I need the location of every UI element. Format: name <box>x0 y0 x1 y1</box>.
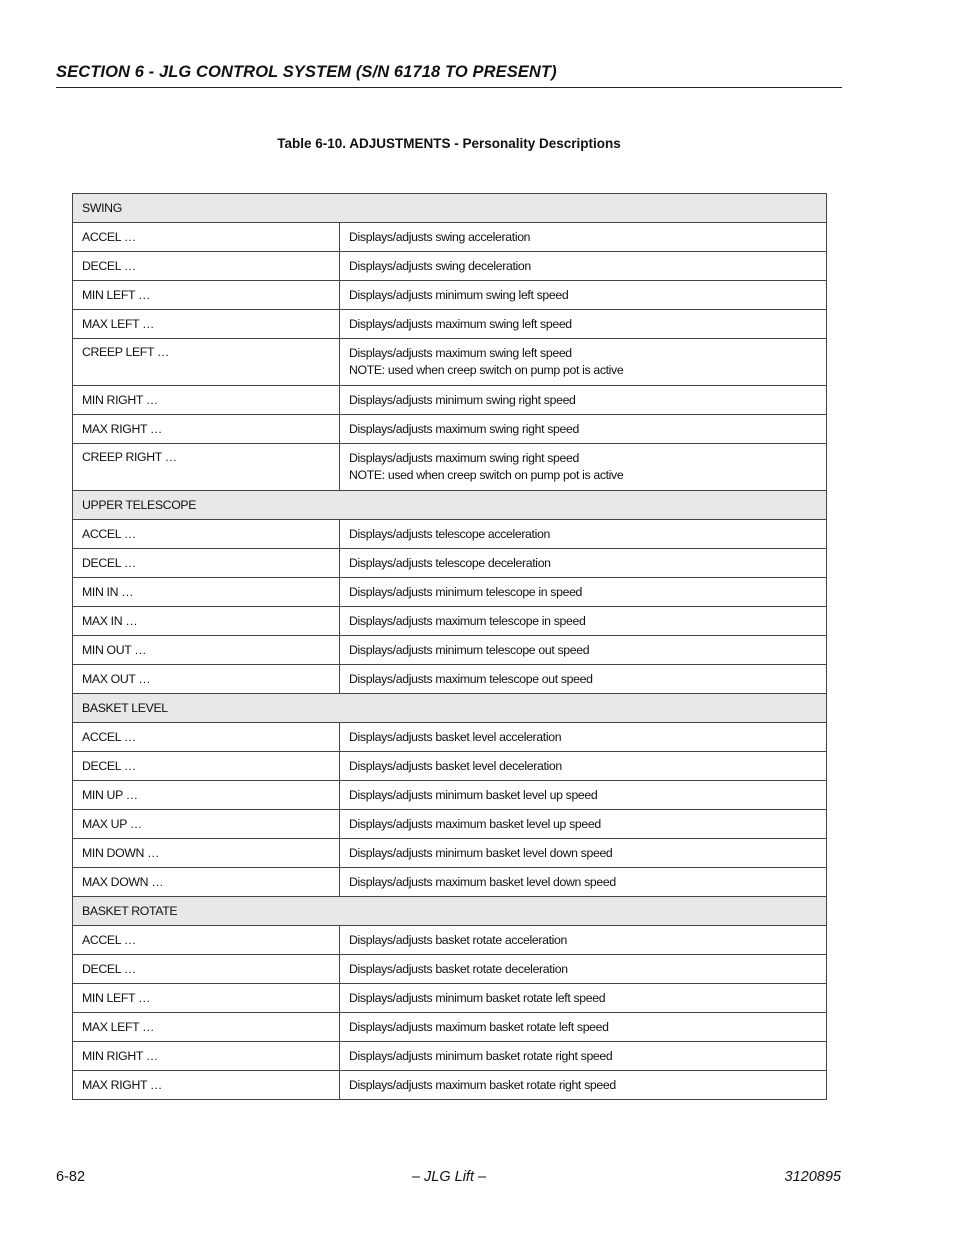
table-row <box>73 984 827 1013</box>
group-header-row <box>73 694 827 723</box>
parameter-description: Displays/adjusts minimum telescope out speed <box>349 642 590 657</box>
parameter-name: ACCEL … <box>73 926 340 955</box>
parameter-name: MIN RIGHT … <box>73 1042 340 1071</box>
table-row <box>73 636 827 665</box>
parameter-description-cell <box>340 1042 827 1071</box>
parameter-name: DECEL … <box>73 252 340 281</box>
parameter-description: Displays/adjusts basket level deceleration <box>349 758 562 773</box>
group-header: BASKET ROTATE <box>73 897 827 926</box>
parameter-description: Displays/adjusts maximum swing right speed <box>349 451 579 465</box>
parameter-name: CREEP LEFT … <box>73 339 340 386</box>
table-row <box>73 578 827 607</box>
parameter-description: Displays/adjusts maximum basket level down speed <box>349 874 616 889</box>
parameter-description-cell <box>340 607 827 636</box>
table-row <box>73 252 827 281</box>
table-row <box>73 386 827 415</box>
parameter-name: MAX DOWN … <box>73 868 340 897</box>
parameter-description: Displays/adjusts maximum basket rotate right speed <box>349 1077 616 1092</box>
parameter-description: Displays/adjusts maximum telescope out speed <box>349 671 593 686</box>
parameter-name: MIN UP … <box>73 781 340 810</box>
parameter-name: MIN RIGHT … <box>73 386 340 415</box>
table-row <box>73 955 827 984</box>
table-row <box>73 415 827 444</box>
parameter-description: Displays/adjusts minimum basket rotate left speed <box>349 990 606 1005</box>
parameter-name: MAX RIGHT … <box>73 1071 340 1100</box>
table-title: Table 6-10. ADJUSTMENTS - Personality Descriptions <box>277 136 621 151</box>
document-number: 3120895 <box>784 1169 841 1185</box>
table-row <box>73 444 827 491</box>
parameter-description-cell <box>340 810 827 839</box>
parameter-description: Displays/adjusts telescope acceleration <box>349 526 550 541</box>
table-row <box>73 549 827 578</box>
page-number: 6-82 <box>56 1169 86 1185</box>
parameter-name: MAX LEFT … <box>73 1013 340 1042</box>
group-header: BASKET LEVEL <box>73 694 827 723</box>
parameter-description-cell <box>340 223 827 252</box>
parameter-description: Displays/adjusts basket rotate acceleration <box>349 932 568 947</box>
table-row <box>73 1042 827 1071</box>
parameter-description-cell <box>340 520 827 549</box>
table-row <box>73 868 827 897</box>
group-header: UPPER TELESCOPE <box>73 491 827 520</box>
parameter-name: MIN LEFT … <box>73 281 340 310</box>
parameter-description-cell <box>340 252 827 281</box>
parameter-note: NOTE: used when creep switch on pump pot is active <box>349 363 624 377</box>
table-row <box>73 281 827 310</box>
table-row <box>73 839 827 868</box>
table-row <box>73 310 827 339</box>
parameter-description-cell <box>340 839 827 868</box>
parameter-name: DECEL … <box>73 752 340 781</box>
parameter-description-cell <box>340 868 827 897</box>
table-row <box>73 723 827 752</box>
parameter-description-cell <box>340 665 827 694</box>
parameter-description: Displays/adjusts swing deceleration <box>349 258 531 273</box>
parameter-name: MAX IN … <box>73 607 340 636</box>
parameter-description: Displays/adjusts maximum swing left speed <box>349 346 572 360</box>
parameter-description-cell <box>340 636 827 665</box>
table-row <box>73 520 827 549</box>
footer-brand: – JLG Lift – <box>411 1169 487 1185</box>
parameter-description-cell <box>340 415 827 444</box>
group-header-row <box>73 897 827 926</box>
parameter-description: Displays/adjusts maximum swing right speed <box>349 421 579 436</box>
table-row <box>73 752 827 781</box>
parameter-description: Displays/adjusts minimum swing left speed <box>349 287 569 302</box>
table-row <box>73 665 827 694</box>
parameter-name: MIN IN … <box>73 578 340 607</box>
parameter-description-cell <box>340 1071 827 1100</box>
parameter-name: MIN OUT … <box>73 636 340 665</box>
table-row <box>73 810 827 839</box>
parameter-name: ACCEL … <box>73 520 340 549</box>
parameter-description-cell <box>340 752 827 781</box>
parameter-description: Displays/adjusts maximum basket rotate left speed <box>349 1019 609 1034</box>
parameter-description: Displays/adjusts minimum basket level up speed <box>349 787 598 802</box>
parameter-description-cell <box>340 549 827 578</box>
parameter-name: MIN LEFT … <box>73 984 340 1013</box>
parameter-description-cell <box>340 984 827 1013</box>
group-header-row <box>73 194 827 223</box>
table-row <box>73 223 827 252</box>
group-header: SWING <box>73 194 827 223</box>
parameter-name: CREEP RIGHT … <box>73 444 340 491</box>
parameter-description: Displays/adjusts minimum basket level down speed <box>349 845 613 860</box>
adjustments-table-body <box>73 194 827 1100</box>
parameter-description-cell <box>340 578 827 607</box>
parameter-description: Displays/adjusts swing acceleration <box>349 229 531 244</box>
parameter-description-cell <box>340 444 827 491</box>
parameter-name: MIN DOWN … <box>73 839 340 868</box>
parameter-name: MAX RIGHT … <box>73 415 340 444</box>
adjustments-table <box>72 193 827 1100</box>
parameter-note: NOTE: used when creep switch on pump pot is active <box>349 468 624 482</box>
parameter-description-cell <box>340 723 827 752</box>
parameter-description: Displays/adjusts maximum telescope in speed <box>349 613 586 628</box>
parameter-description: Displays/adjusts maximum swing left speed <box>349 316 572 331</box>
parameter-description-cell <box>340 955 827 984</box>
parameter-description: Displays/adjusts maximum basket level up speed <box>349 816 601 831</box>
parameter-description-cell <box>340 281 827 310</box>
section-header: SECTION 6 - JLG CONTROL SYSTEM (S/N 61718 TO PRESENT) <box>56 63 842 88</box>
parameter-name: ACCEL … <box>73 223 340 252</box>
parameter-description-cell <box>340 310 827 339</box>
table-row <box>73 926 827 955</box>
parameter-name: ACCEL … <box>73 723 340 752</box>
parameter-description-cell <box>340 386 827 415</box>
parameter-description: Displays/adjusts minimum swing right speed <box>349 392 576 407</box>
parameter-description: Displays/adjusts telescope deceleration <box>349 555 551 570</box>
table-row <box>73 781 827 810</box>
parameter-name: MAX UP … <box>73 810 340 839</box>
parameter-name: MAX OUT … <box>73 665 340 694</box>
table-row <box>73 1071 827 1100</box>
parameter-name: MAX LEFT … <box>73 310 340 339</box>
parameter-description-cell <box>340 1013 827 1042</box>
parameter-description-cell <box>340 926 827 955</box>
parameter-description-cell <box>340 339 827 386</box>
table-row <box>73 339 827 386</box>
parameter-description: Displays/adjusts minimum telescope in speed <box>349 584 583 599</box>
table-row <box>73 1013 827 1042</box>
parameter-name: DECEL … <box>73 549 340 578</box>
table-row <box>73 607 827 636</box>
parameter-description: Displays/adjusts basket rotate deceleration <box>349 961 568 976</box>
parameter-description-cell <box>340 781 827 810</box>
parameter-name: DECEL … <box>73 955 340 984</box>
group-header-row <box>73 491 827 520</box>
parameter-description: Displays/adjusts basket level acceleration <box>349 729 562 744</box>
parameter-description: Displays/adjusts minimum basket rotate right speed <box>349 1048 613 1063</box>
